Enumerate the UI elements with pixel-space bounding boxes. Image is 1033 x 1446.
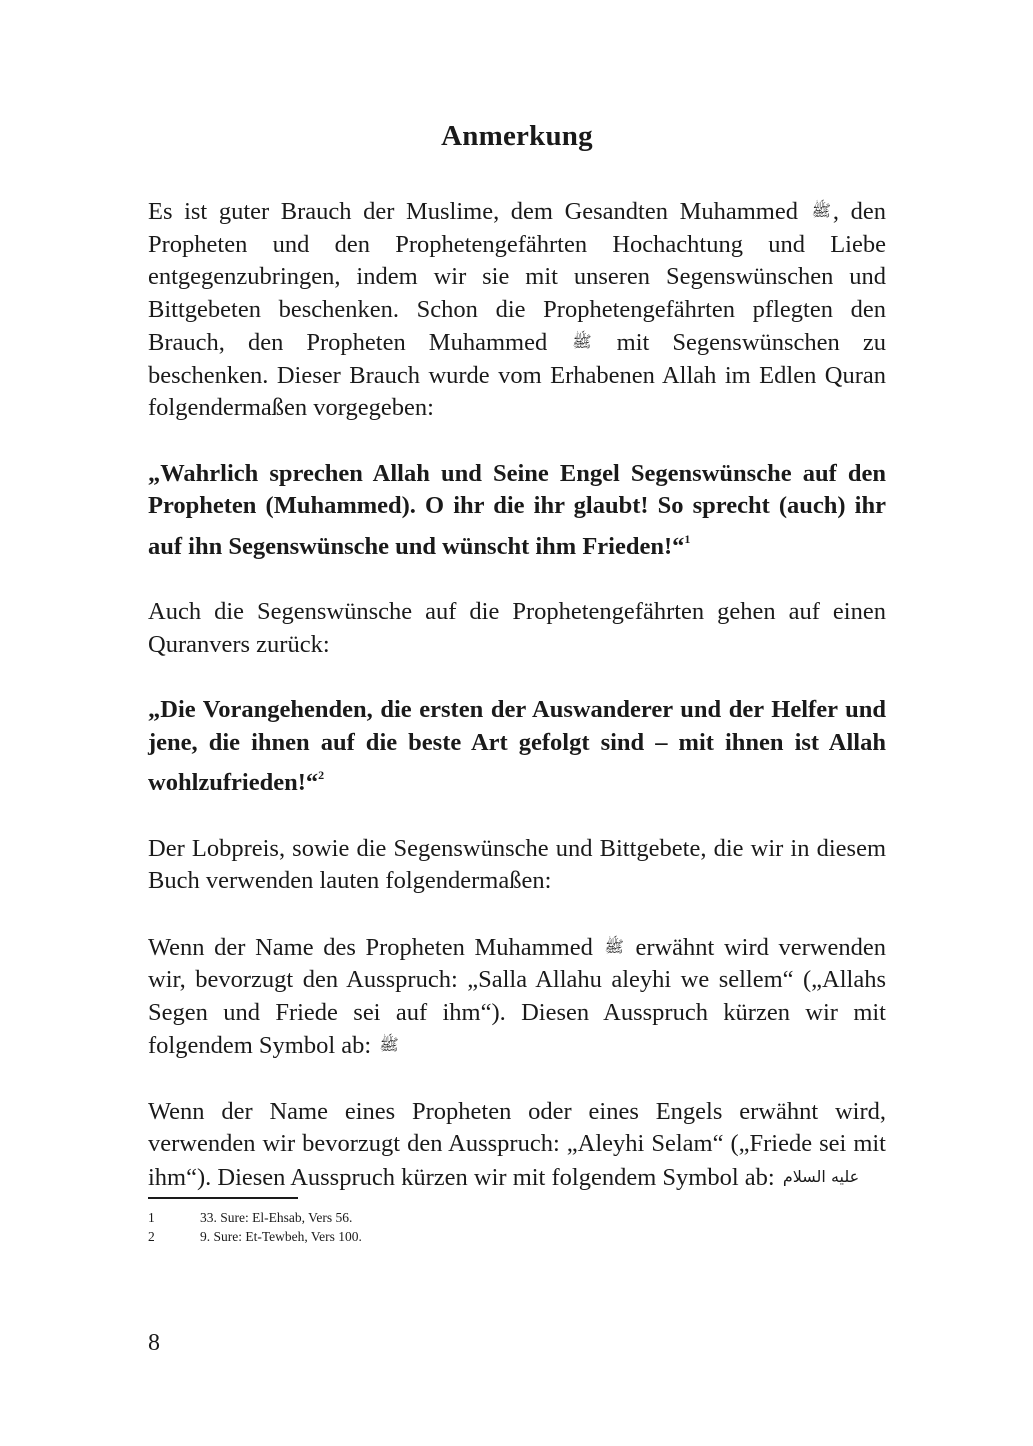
page-title: Anmerkung (441, 120, 593, 152)
footnote-text: 9. Sure: Et-Tewbeh, Vers 100. (200, 1229, 362, 1244)
salla-symbol-icon: ﷺ (604, 936, 624, 956)
prophet-symbol-paragraph (148, 931, 886, 1063)
footnote-ref: 1 (684, 531, 691, 546)
intro-text-part: mit Segenswünschen zu beschenken. Dieser Brauch wurde vom Erhabenen Allah im Edlen Quran folgendermaßen vorgegeben: (148, 329, 887, 421)
footnote-item (148, 1208, 362, 1227)
salla-symbol-icon: ﷺ (572, 332, 592, 351)
page-body (148, 120, 886, 1194)
quote-text: „Die Vorangehenden, die ersten der Auswanderer und der Helfer und jene, die ihnen auf die beste Art gefolgt sind – mit ihnen ist Allah wohlzufrieden!“ (148, 696, 886, 796)
intro-text-part: , den Propheten und den Prophetengefährten Hochachtung und Liebe entgegenzubringen, indem wir sie mit unseren Segenswünschen und Bittgebeten beschenken. Schon die Prophetengefährten pflegten den Brauch, den Propheten Muhammed (148, 198, 886, 356)
salla-symbol-icon: ﷺ (811, 201, 831, 220)
footnote-divider (148, 1197, 298, 1199)
salla-symbol-icon: ﷺ (379, 1035, 399, 1054)
page-number: 8 (148, 1330, 160, 1356)
footnote-number: 1 (148, 1210, 155, 1225)
paragraph-text-part: Wenn der Name des Propheten Muhammed (148, 933, 603, 961)
paragraph-text-part: erwähnt wird verwenden wir, bevorzugt den Ausspruch: „Salla Allahu aleyhi we sellem“ („Allahs Segen und Friede sei auf ihm“). Diesen Ausspruch kürzen wir mit folgendem Symbol ab: (148, 933, 886, 1059)
quran-quote-1 (148, 458, 886, 564)
quran-quote-2 (148, 694, 886, 800)
aleyhi-symbol-paragraph (148, 1096, 886, 1195)
footnotes (148, 1208, 362, 1246)
footnote-ref: 2 (318, 768, 325, 782)
footnote-number: 2 (148, 1229, 155, 1244)
intro-paragraph (148, 195, 886, 425)
paragraph-text-part: Wenn der Name eines Propheten oder eines Engels erwähnt wird, verwenden wir bevorzugt den Ausspruch: „Aleyhi Selam“ („Friede sei mit ihm“). Diesen Ausspruch kürzen wir mit folgendem Symbol ab: (148, 1097, 886, 1191)
companions-paragraph: Auch die Segenswünsche auf die Prophetengefährten gehen auf einen Quranvers zurück: (148, 598, 886, 658)
quote-text: „Wahrlich sprechen Allah und Seine Engel Segenswünsche auf den Propheten (Muhammed). O ihr die ihr glaubt! So sprecht (auch) ihr auf ihn Segenswünsche und wünscht ihm Frieden!“ (148, 459, 886, 560)
footnote-item (148, 1227, 362, 1246)
aleyhi-selam-symbol-icon: عليه السلام (782, 1166, 860, 1186)
intro-text-part: Es ist guter Brauch der Muslime, dem Gesandten Muhammed (148, 198, 810, 225)
usage-paragraph: Der Lobpreis, sowie die Segenswünsche und Bittgebete, die wir in diesem Buch verwenden lauten folgendermaßen: (148, 834, 886, 894)
footnote-text: 33. Sure: El-Ehsab, Vers 56. (200, 1210, 353, 1225)
